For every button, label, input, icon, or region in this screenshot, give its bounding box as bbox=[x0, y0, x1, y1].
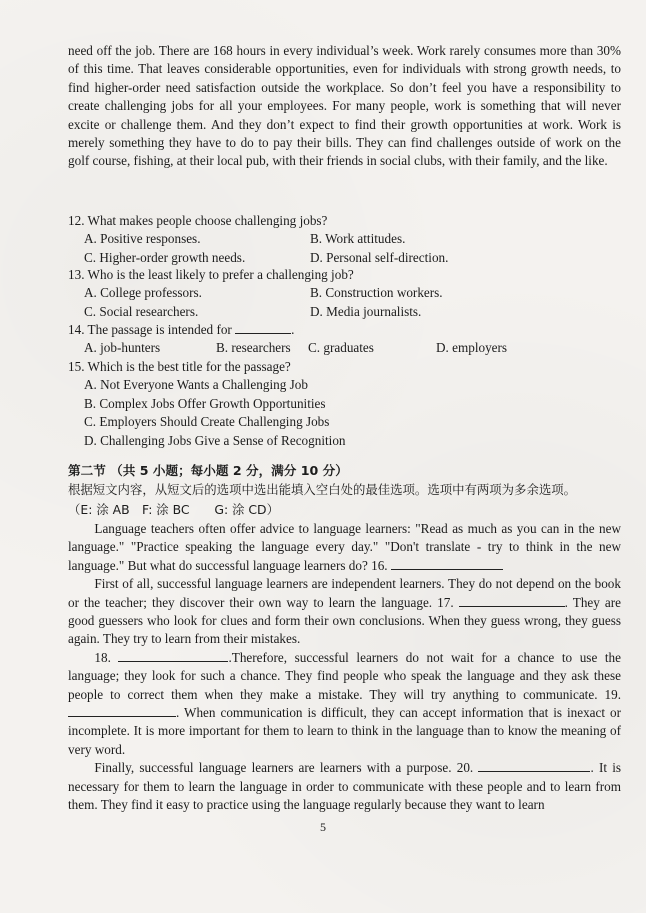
paragraph-text: .Therefore, successful learners do not wait for a chance to use the language; they look for such a chance. They find people who speak the language and they ask these people to correct them when they make a mistake. They will try anything to communicate. 19. bbox=[68, 649, 621, 702]
question-stem: 15. Which is the best title for the passage? bbox=[68, 359, 291, 374]
question-15 bbox=[68, 358, 621, 450]
paragraph-text: . It is necessary for them to learn the language in order to communicate with these people and to learn from them. They find it easy to practice using the language regularly because they want to learn bbox=[68, 760, 622, 813]
paragraph-text: First of all, successful language learners are independent learners. They do not depend on the book or the teacher; they discover their own way to learn the language. 17. bbox=[68, 576, 621, 610]
section-instruction: 根据短文内容，从短文后的选项中选出能填入空白处的最佳选项。选项中有两项为多余选项。 bbox=[68, 482, 577, 498]
question-13 bbox=[68, 266, 621, 321]
section-heading: 第二节 （共 5 小题；每小题 2 分，满分 10 分） bbox=[68, 463, 348, 478]
cloze-paragraph-3 bbox=[68, 649, 621, 759]
paragraph-text: Language teachers often offer advice to language learners: "Read as much as you can in the new language." "Practice speaking the language every day." "Don't translate - try to think in the new language." But what do successful language learners do? 16. bbox=[68, 521, 621, 573]
reading-passage bbox=[68, 42, 621, 171]
option-c: C. Employers Should Create Challenging Jobs bbox=[84, 414, 330, 430]
blank-18 bbox=[118, 650, 228, 662]
option-a: A. Positive responses. bbox=[84, 231, 201, 247]
passage-paragraph: need off the job. There are 168 hours in every individual’s week. Work rarely consumes more than 30% of this time. That leaves considerable opportunities, even for individuals with strong growth needs, to find higher-order need satisfaction outside the workplace. So don’t feel you have a responsibility to create challenging jobs for all your employees. For many people, work is something that will never excite or challenge them. And they don’t expect to find their growth opportunities at work. Work is merely something they have to do to pay their bills. They can find challenges outside of work on the golf course, fishing, at their local pub, with their friends in social clubs, with their family, and the like. bbox=[68, 43, 621, 169]
blank-16 bbox=[391, 558, 503, 570]
option-c: C. graduates bbox=[308, 340, 374, 356]
cloze-paragraph-4 bbox=[68, 759, 621, 814]
question-stem: 12. What makes people choose challenging jobs? bbox=[68, 213, 328, 228]
blank-19 bbox=[68, 705, 176, 717]
paragraph-text: . When communication is difficult, they can accept information that is inexact or incomplete. It is more important for them to learn to think in the language than to know the meaning of very word. bbox=[68, 705, 621, 757]
blank-17 bbox=[459, 595, 565, 607]
option-b: B. Complex Jobs Offer Growth Opportunities bbox=[84, 395, 326, 411]
cloze-paragraph-2 bbox=[68, 575, 621, 649]
page-number: 5 bbox=[320, 820, 326, 834]
option-c: C. Social researchers. bbox=[84, 303, 199, 319]
option-d: D. Media journalists. bbox=[310, 303, 422, 319]
option-d: D. Personal self-direction. bbox=[310, 249, 449, 265]
option-d: D. employers bbox=[436, 340, 508, 356]
option-a: A. Not Everyone Wants a Challenging Job bbox=[84, 377, 308, 393]
question-stem: 13. Who is the least likely to prefer a challenging job? bbox=[68, 267, 354, 282]
option-a: A. College professors. bbox=[84, 285, 202, 301]
stem-end: . bbox=[291, 322, 295, 337]
option-b: B. Construction workers. bbox=[310, 285, 443, 301]
cloze-paragraph-1 bbox=[68, 520, 621, 575]
option-a: A. job-hunters bbox=[84, 340, 161, 356]
question-12 bbox=[68, 212, 621, 267]
answer-note: （E: 涂 AB F: 涂 BC G: 涂 CD） bbox=[68, 501, 279, 517]
question-14 bbox=[68, 321, 621, 358]
option-d: D. Challenging Jobs Give a Sense of Recognition bbox=[84, 432, 346, 448]
paragraph-text: . They are good guessers who look for clues and form their own conclusions. When they guess wrong, they guess again. They try to learn from their mistakes. bbox=[68, 594, 622, 647]
option-c: C. Higher-order growth needs. bbox=[84, 249, 246, 265]
paragraph-text: Finally, successful language learners are learners with a purpose. 20. bbox=[94, 760, 474, 776]
option-b: B. researchers bbox=[216, 340, 291, 356]
cloze-passage bbox=[68, 520, 621, 815]
question-stem: 14. The passage is intended for bbox=[68, 322, 232, 337]
blank-number: 18. bbox=[94, 649, 111, 665]
section-2 bbox=[68, 462, 621, 519]
blank-20 bbox=[478, 760, 590, 772]
answer-blank bbox=[235, 322, 291, 334]
option-b: B. Work attitudes. bbox=[310, 231, 406, 247]
